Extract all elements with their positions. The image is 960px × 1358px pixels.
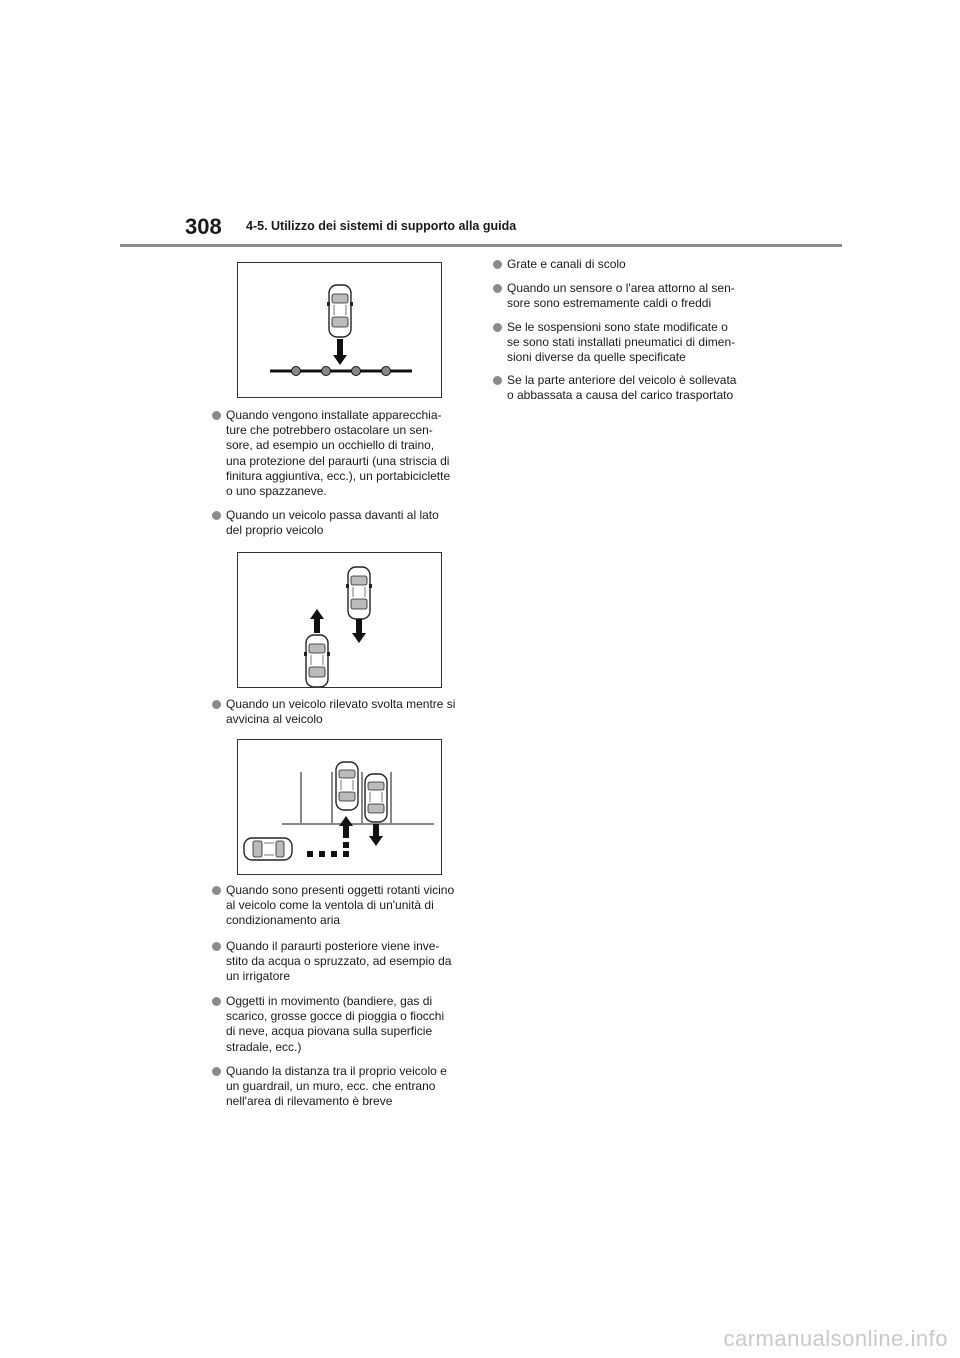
list-item: Quando vengono installate apparecchia- ture che potrebbero ostacolare un sen- sore, ad esempio un occhiello di traino, una protezione del paraurti (una striscia di finitura aggiuntiva, ecc.), un portabiciclette o uno spazzaneve. [212,408,474,499]
list-item: Quando sono presenti oggetti rotanti vicino al veicolo come la ventola di un'unità di condizionamento aria [212,883,474,929]
header-divider [120,244,842,247]
illustration-vehicle-passing-alongside [237,552,442,688]
bullet-dot-icon [212,1067,221,1076]
list-item: Quando il paraurti posteriore viene inve- stito da acqua o spruzzato, ad esempio da un irrigatore [212,939,474,985]
illustration-vehicle-turning-into-parking [237,739,442,875]
list-item: Quando un veicolo rilevato svolta mentre si avvicina al veicolo [212,697,474,727]
illustration-vehicle-reversing-toward-barrier [237,262,442,398]
bullet-dot-icon [212,942,221,951]
bullet-dot-icon [212,511,221,520]
list-item: Quando un veicolo passa davanti al lato del proprio veicolo [212,508,474,538]
page-number: 308 [185,214,222,239]
bullet-dot-icon [212,997,221,1006]
list-item: Grate e canali di scolo [493,257,763,272]
list-item: Oggetti in movimento (bandiere, gas di scarico, grosse gocce di pioggia o fiocchi di neve, acqua piovana sulla superficie stradale, ecc.) [212,994,474,1055]
bullet-dot-icon [493,260,502,269]
bullet-dot-icon [493,323,502,332]
list-item: Quando la distanza tra il proprio veicolo e un guardrail, un muro, ecc. che entrano nell'area di rilevamento è breve [212,1064,474,1110]
list-item: Se le sospensioni sono state modificate o se sono stati installati pneumatici di dimen- sioni diverse da quelle specificate [493,320,763,366]
bullet-dot-icon [493,284,502,293]
watermark: carmanualsonline.info [723,1326,948,1351]
bullet-dot-icon [212,886,221,895]
bullet-dot-icon [212,411,221,420]
bullet-dot-icon [493,376,502,385]
section-title: 4-5. Utilizzo dei sistemi di supporto alla guida [246,219,517,233]
list-item: Se la parte anteriore del veicolo è sollevata o abbassata a causa del carico trasportato [493,373,763,403]
bullet-dot-icon [212,700,221,709]
list-item: Quando un sensore o l'area attorno al sen- sore sono estremamente caldi o freddi [493,281,763,311]
